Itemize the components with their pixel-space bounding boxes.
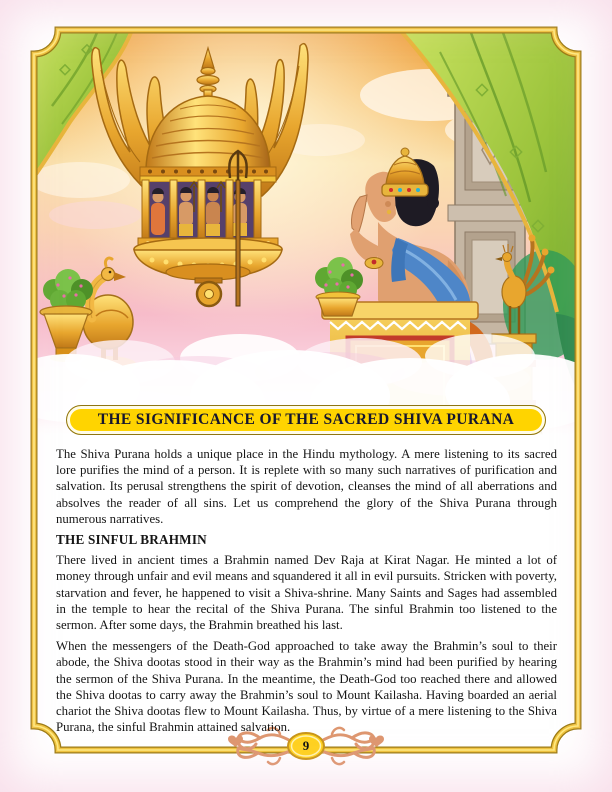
story-paragraph-2: When the messengers of the Death-God approached to take away the Brahmin’s soul to their abode, the Shiva dootas stood in their way as the Brahmin’s mind had been purified by hearing the sermon of the Shiva Purana. In the meantime, the Death-God too reached there and allowed the Shiva dootas to carry away the Brahmin’s soul to Mount Kailasha. Having boarded an aerial chariot the Shiva dootas flew to Mount Kailasha. Thus, by virtue of a mere listening to the Shiva Purana, the sinful Brahmin attained salvation. [56,639,557,735]
chapter-title-banner [66,405,546,435]
story-text [56,446,557,735]
section-heading: THE SINFUL BRAHMIN [56,532,207,548]
page-number-badge: 9 [302,738,310,753]
intro-paragraph: The Shiva Purana holds a unique place in the Hindu mythology. A mere listening to its sacred lore purifies the mind of a person. It is replete with so many such narratives of purification and salvation. Its perusal strengthens the spirit of devotion, cleanses the mind of all aberrations and absolves the reader of all sins. Let us comprehend the glory of the Shiva Purana through numerous narratives. [56,447,557,526]
story-paragraph-1: There lived in ancient times a Brahmin named Dev Raja at Kirat Nagar. He minted a lot of money through unfair and evil means and squandered it all in evil pursuits. Stricken with poverty, starvation and fever, he happened to visit a Shiva-shrine. Many Saints and Sages had assembled in the temple to hear the recital of the Shiva Purana. The sinful Brahmin too listened to the sermon. After some days, the Brahmin breathed his last. [56,553,557,633]
chapter-title: THE SIGNIFICANCE OF THE SACRED SHIVA PURANA [97,411,515,428]
brahmin-soul-figure [151,188,165,235]
king-earring [387,210,391,214]
